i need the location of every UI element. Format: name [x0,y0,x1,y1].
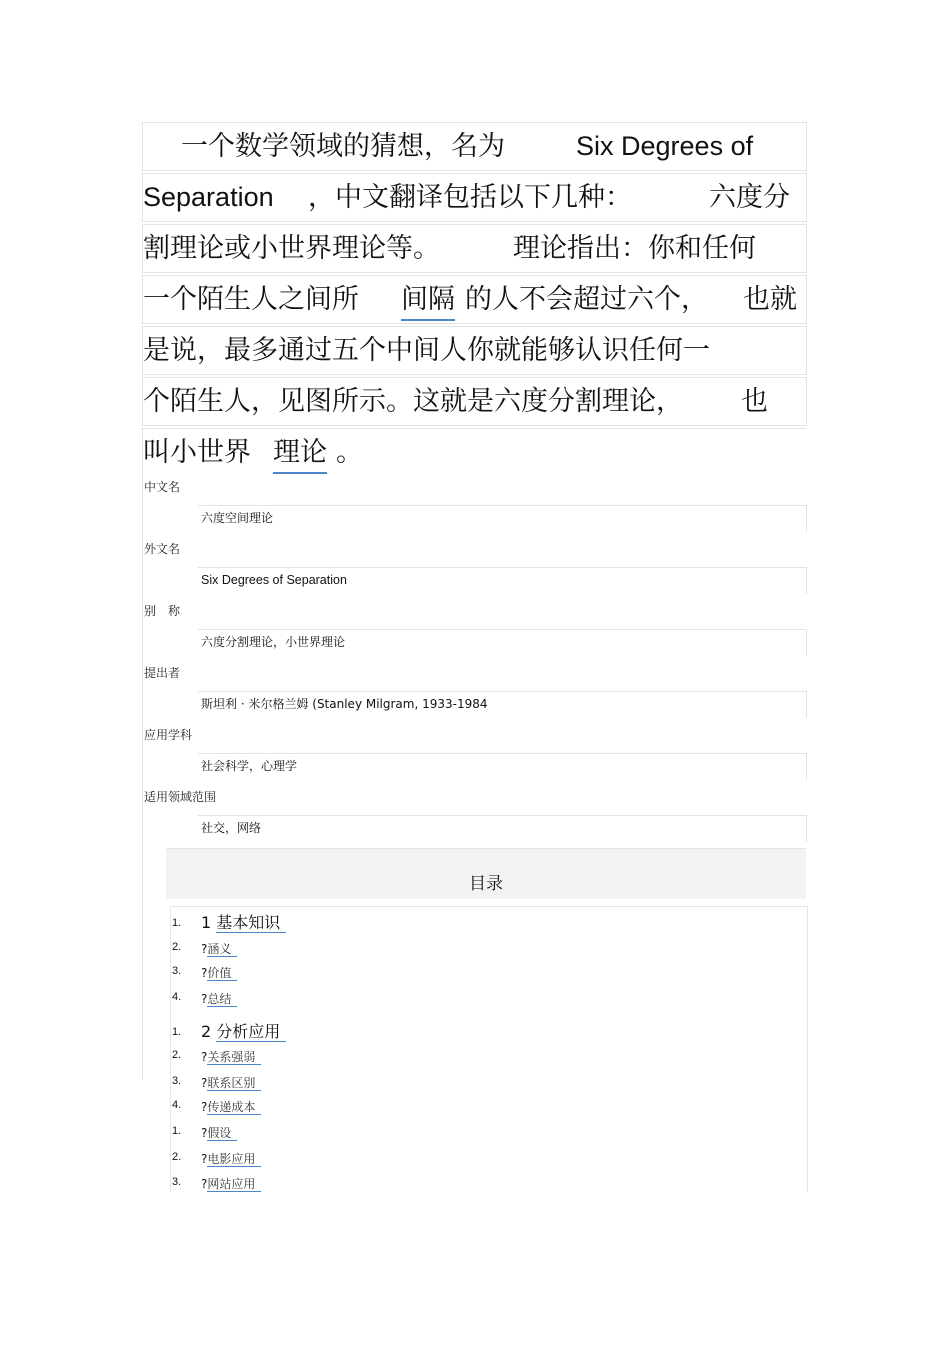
text-segment: 个陌生人，见图所示。这就是六度分割理论， [143,386,683,417]
infobox-row [142,594,807,656]
infobox-value: 社会科学，心理学 [198,753,807,780]
infobox-value: 六度空间理论 [198,505,807,532]
toc-prefix: ? [201,1076,208,1090]
intro-line [142,326,807,375]
text-segment: ，中文翻译包括以下几种： [308,182,632,213]
toc-frame [170,906,808,1192]
toc-number: 4. [172,1099,182,1111]
toc-link[interactable]: 分析应用 [216,1022,286,1042]
text-segment: 理论指出：你和任何 [513,233,756,264]
toc-prefix: ? [201,942,208,956]
toc-number: 1. [172,917,182,929]
text-segment: 是说，最多通过五个中间人你就能够认识任何一 [143,335,710,366]
toc-prefix: ? [201,1177,208,1191]
infobox-row [142,656,807,718]
toc-link[interactable]: 传递成本 [207,1100,261,1115]
toc-link[interactable]: 总结 [207,992,237,1007]
intro-line [142,224,807,273]
text-segment: 的人不会超过六个， [465,284,708,315]
text-segment: 割理论或小世界理论等。 [143,233,440,264]
toc-title: 目录 [166,848,806,899]
intro-paragraph [142,122,807,479]
toc-prefix: ? [201,1126,208,1140]
text-segment: Six Degrees of [576,131,754,161]
toc-link[interactable]: 假设 [207,1126,237,1141]
text-segment: 叫小世界 [143,437,251,468]
toc-number: 2. [172,1151,182,1163]
toc-number: 1. [172,1026,182,1038]
toc-number: 2. [172,1049,182,1061]
toc-prefix: 1 [201,913,217,932]
intro-line [142,275,807,324]
toc-number: 1. [172,1125,182,1137]
text-segment: 一个数学领域的猜想，名为 [181,131,505,162]
intro-line [142,377,807,426]
toc-prefix: ? [201,992,208,1006]
infobox [142,470,807,842]
intro-line [142,122,807,171]
infobox-row [142,532,807,594]
text-segment: 。 [336,437,363,468]
infobox-value: 社交，网络 [198,815,807,842]
toc-link[interactable]: 电影应用 [207,1152,261,1167]
frame-edge [142,470,143,1080]
infobox-label: 外文名 [144,542,181,556]
toc-link[interactable]: 价值 [207,966,237,981]
infobox-row [142,718,807,780]
toc-link[interactable]: 关系强弱 [207,1050,261,1065]
toc-link[interactable]: 网站应用 [207,1177,261,1192]
toc-number: 2. [172,941,182,953]
toc-prefix: ? [201,1050,208,1064]
toc-link[interactable]: 基本知识 [216,913,286,933]
toc-number: 4. [172,991,182,1003]
toc-link[interactable]: 联系区别 [207,1076,261,1091]
term-link[interactable]: 间隔 [401,281,455,321]
text-segment: 六度分 [709,182,790,213]
infobox-value: 六度分割理论，小世界理论 [198,629,807,656]
intro-line [142,173,807,222]
toc-prefix: ? [201,966,208,980]
infobox-label: 提出者 [144,666,181,680]
toc-link[interactable]: 涵义 [207,942,237,957]
infobox-row [142,780,807,842]
text-segment: 也就 [743,284,797,315]
toc-prefix: ? [201,1152,208,1166]
toc-number: 3. [172,1176,182,1188]
infobox-label: 应用学科 [144,728,193,742]
infobox-label: 中文名 [144,480,181,494]
term-link[interactable]: 理论 [273,434,327,474]
text-segment: Separation [143,182,274,212]
toc-prefix: 2 [201,1022,217,1041]
infobox-label: 别 称 [144,604,181,618]
toc-prefix: ? [201,1100,208,1114]
toc-number: 3. [172,1075,182,1087]
infobox-value: 斯坦利 · 米尔格兰姆 (Stanley Milgram, 1933-1984 [198,691,807,718]
text-segment: 也 [741,386,768,417]
toc-number: 3. [172,965,182,977]
infobox-value: Six Degrees of Separation [198,567,807,594]
text-segment: 一个陌生人之间所 [143,284,359,315]
infobox-label: 适用领域范围 [144,790,217,804]
infobox-row [142,470,807,532]
